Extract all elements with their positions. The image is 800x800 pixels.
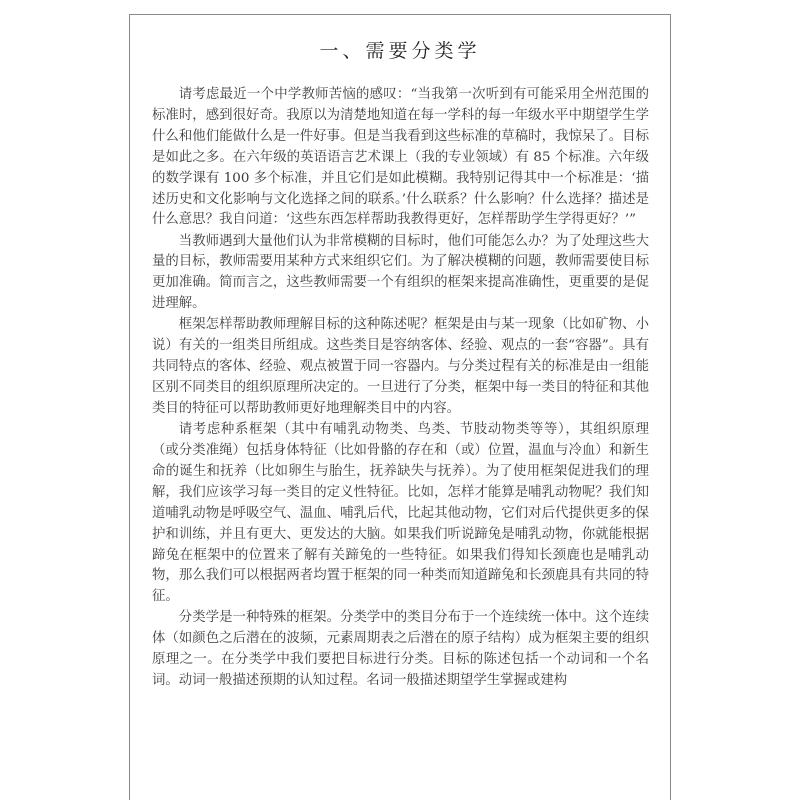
- body-text: [152, 85, 649, 692]
- section-title: 一、需要分类学: [319, 40, 481, 62]
- paragraph-5: 分类学是一种特殊的框架。分类学中的类目分布于一个连续统一体中。这个连续体（如颜色之后潜在的波频，元素周期表之后潜在的原子结构）成为框架主要的组织原理之一。在分类学中我们要把目标进行分类。目标的陈述包括一个动词和一个名词。动词一般描述预期的认知过程。名词一般描述期望学生掌握或建构: [152, 610, 649, 689]
- paragraph-4: 请考虑种系框架（其中有哺乳动物类、鸟类、节肢动物类等等），其组织原理（或分类准绳）包括身体特征（比如骨骼的存在和（或）位置，温血与冷血）和新生命的诞生和抚养（比如卵生与胎生，抚养缺失与抚养）。为了使用框架促进我们的理解，我们应该学习每一类目的定义性特征。比如，怎样才能算是哺乳动物呢？我们知道哺乳动物是呼吸空气、温血、哺乳后代，比起其他动物，它们对后代提供更多的保护和训练，并且有更大、更发达的大脑。如果我们听说蹄兔是哺乳动物，你就能根据蹄兔在框架中的位置来了解有关蹄兔的一些特征。如果我们得知长颈鹿也是哺乳动物，那么我们可以根据两者均置于框架的同一种类而知道蹄兔和长颈鹿具有共同的特征。: [152, 422, 649, 605]
- page-frame: [129, 14, 671, 800]
- paragraph-2: 当教师遇到大量他们认为非常模糊的目标时，他们可能怎么办？为了处理这些大量的目标，教师需要用某种方式来组织它们。为了解决模糊的问题，教师需要使目标更加准确。简而言之，这些教师需要一个有组织的框架来提高准确性，更重要的是促进理解。: [152, 233, 649, 312]
- paragraph-1: 请考虑最近一个中学教师苦恼的感叹：“当我第一次听到有可能采用全州范围的标准时，感到很好奇。我原以为清楚地知道在每一学科的每一年级水平中期望学生学什么和他们能做什么是一件好事。但是当我看到这些标准的草稿时，我惊呆了。目标是如此之多。在六年级的英语语言艺术课上（我的专业领域）有 85 个标准。六年级的数学课有 100 多个标准，并且它们是如此模糊。我特别记得其中一个标准是：‘描述历史和文化影响与文化选择之间的联系。’什么联系？什么影响？什么选择？描述是什么意思？我自问道：‘这些东西怎样帮助我教得更好，怎样帮助学生学得更好？’”: [152, 87, 649, 228]
- paragraph-3: 框架怎样帮助教师理解目标的这种陈述呢？框架是由与某一现象（比如矿物、小说）有关的一组类目所组成。这些类目是容纳客体、经验、观点的一套“容器”。具有共同特点的客体、经验、观点被置于同一容器内。与分类过程有关的标准是由一组能区别不同类目的组织原理所决定的。一旦进行了分类，框架中每一类目的特征和其他类目的特征可以帮助教师更好地理解类目中的内容。: [152, 317, 649, 416]
